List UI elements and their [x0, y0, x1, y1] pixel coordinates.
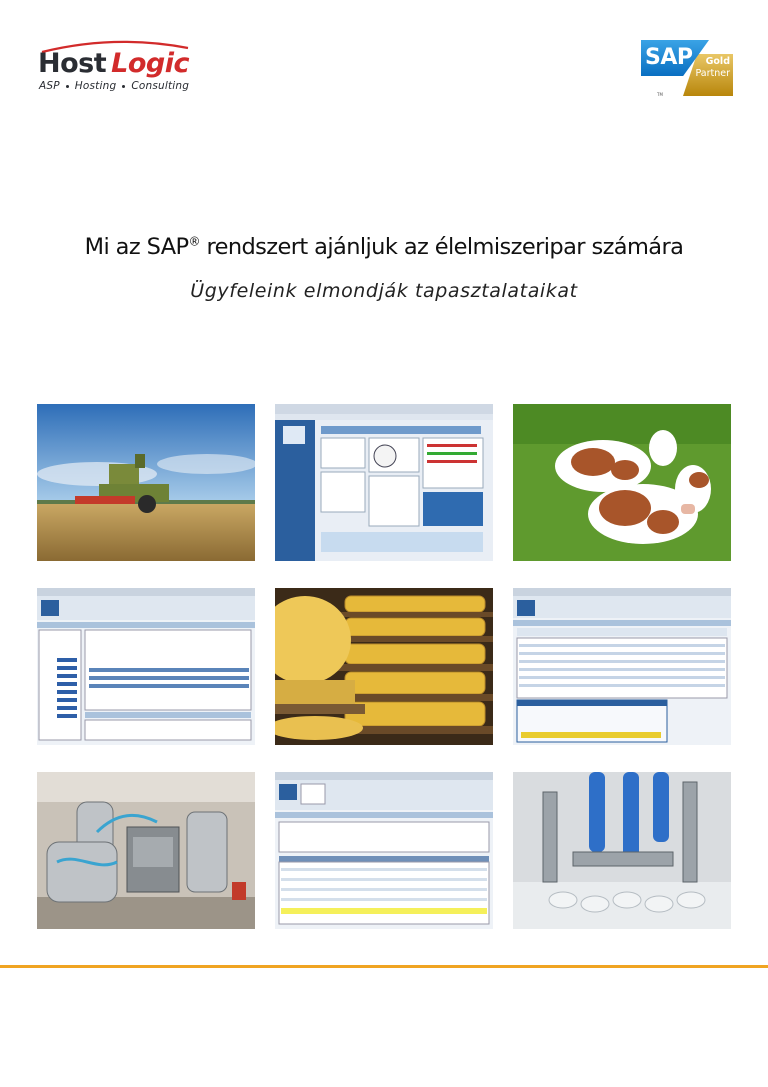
- trademark-label: TM: [657, 92, 663, 97]
- title-part-2: rendszert ajánljuk az élelmiszeripar számára: [199, 234, 684, 260]
- partner-label: Partner: [695, 68, 730, 79]
- page-title: [0, 234, 768, 260]
- sap-portal-screenshot: [275, 404, 493, 561]
- tagline-consulting: Consulting: [131, 80, 190, 92]
- tagline-hosting: Hosting: [74, 80, 117, 92]
- dairy-tanks-photo: [37, 772, 255, 929]
- page-subtitle: Ügyfeleink elmondják tapasztalataikat: [190, 280, 578, 302]
- bullet-icon: [122, 85, 125, 88]
- sap-gold-partner-logo: [641, 40, 733, 98]
- sap-brand-text: SAP: [645, 45, 693, 70]
- hostlogic-logo: [36, 40, 216, 96]
- logo-word-logic: Logic: [111, 48, 189, 79]
- cheese-shelves-photo: [275, 588, 493, 745]
- sap-table-screenshot: [37, 588, 255, 745]
- logo-tagline: [39, 80, 189, 92]
- cows-photo: [513, 404, 731, 561]
- gold-label: Gold: [705, 56, 730, 67]
- gold-partner-text: [695, 56, 730, 80]
- registered-mark: ®: [188, 234, 200, 249]
- bullet-icon: [66, 85, 69, 88]
- footer-rule: [0, 965, 768, 968]
- hostlogic-wordmark: [38, 50, 189, 77]
- logo-word-host: Host: [38, 48, 107, 79]
- tagline-asp: ASP: [39, 80, 60, 92]
- combine-harvester-photo: [37, 404, 255, 561]
- sap-list-screenshot: [513, 588, 731, 745]
- title-part-1: Mi az SAP: [84, 234, 189, 260]
- filling-machine-photo: [513, 772, 731, 929]
- sap-form-screenshot: [275, 772, 493, 929]
